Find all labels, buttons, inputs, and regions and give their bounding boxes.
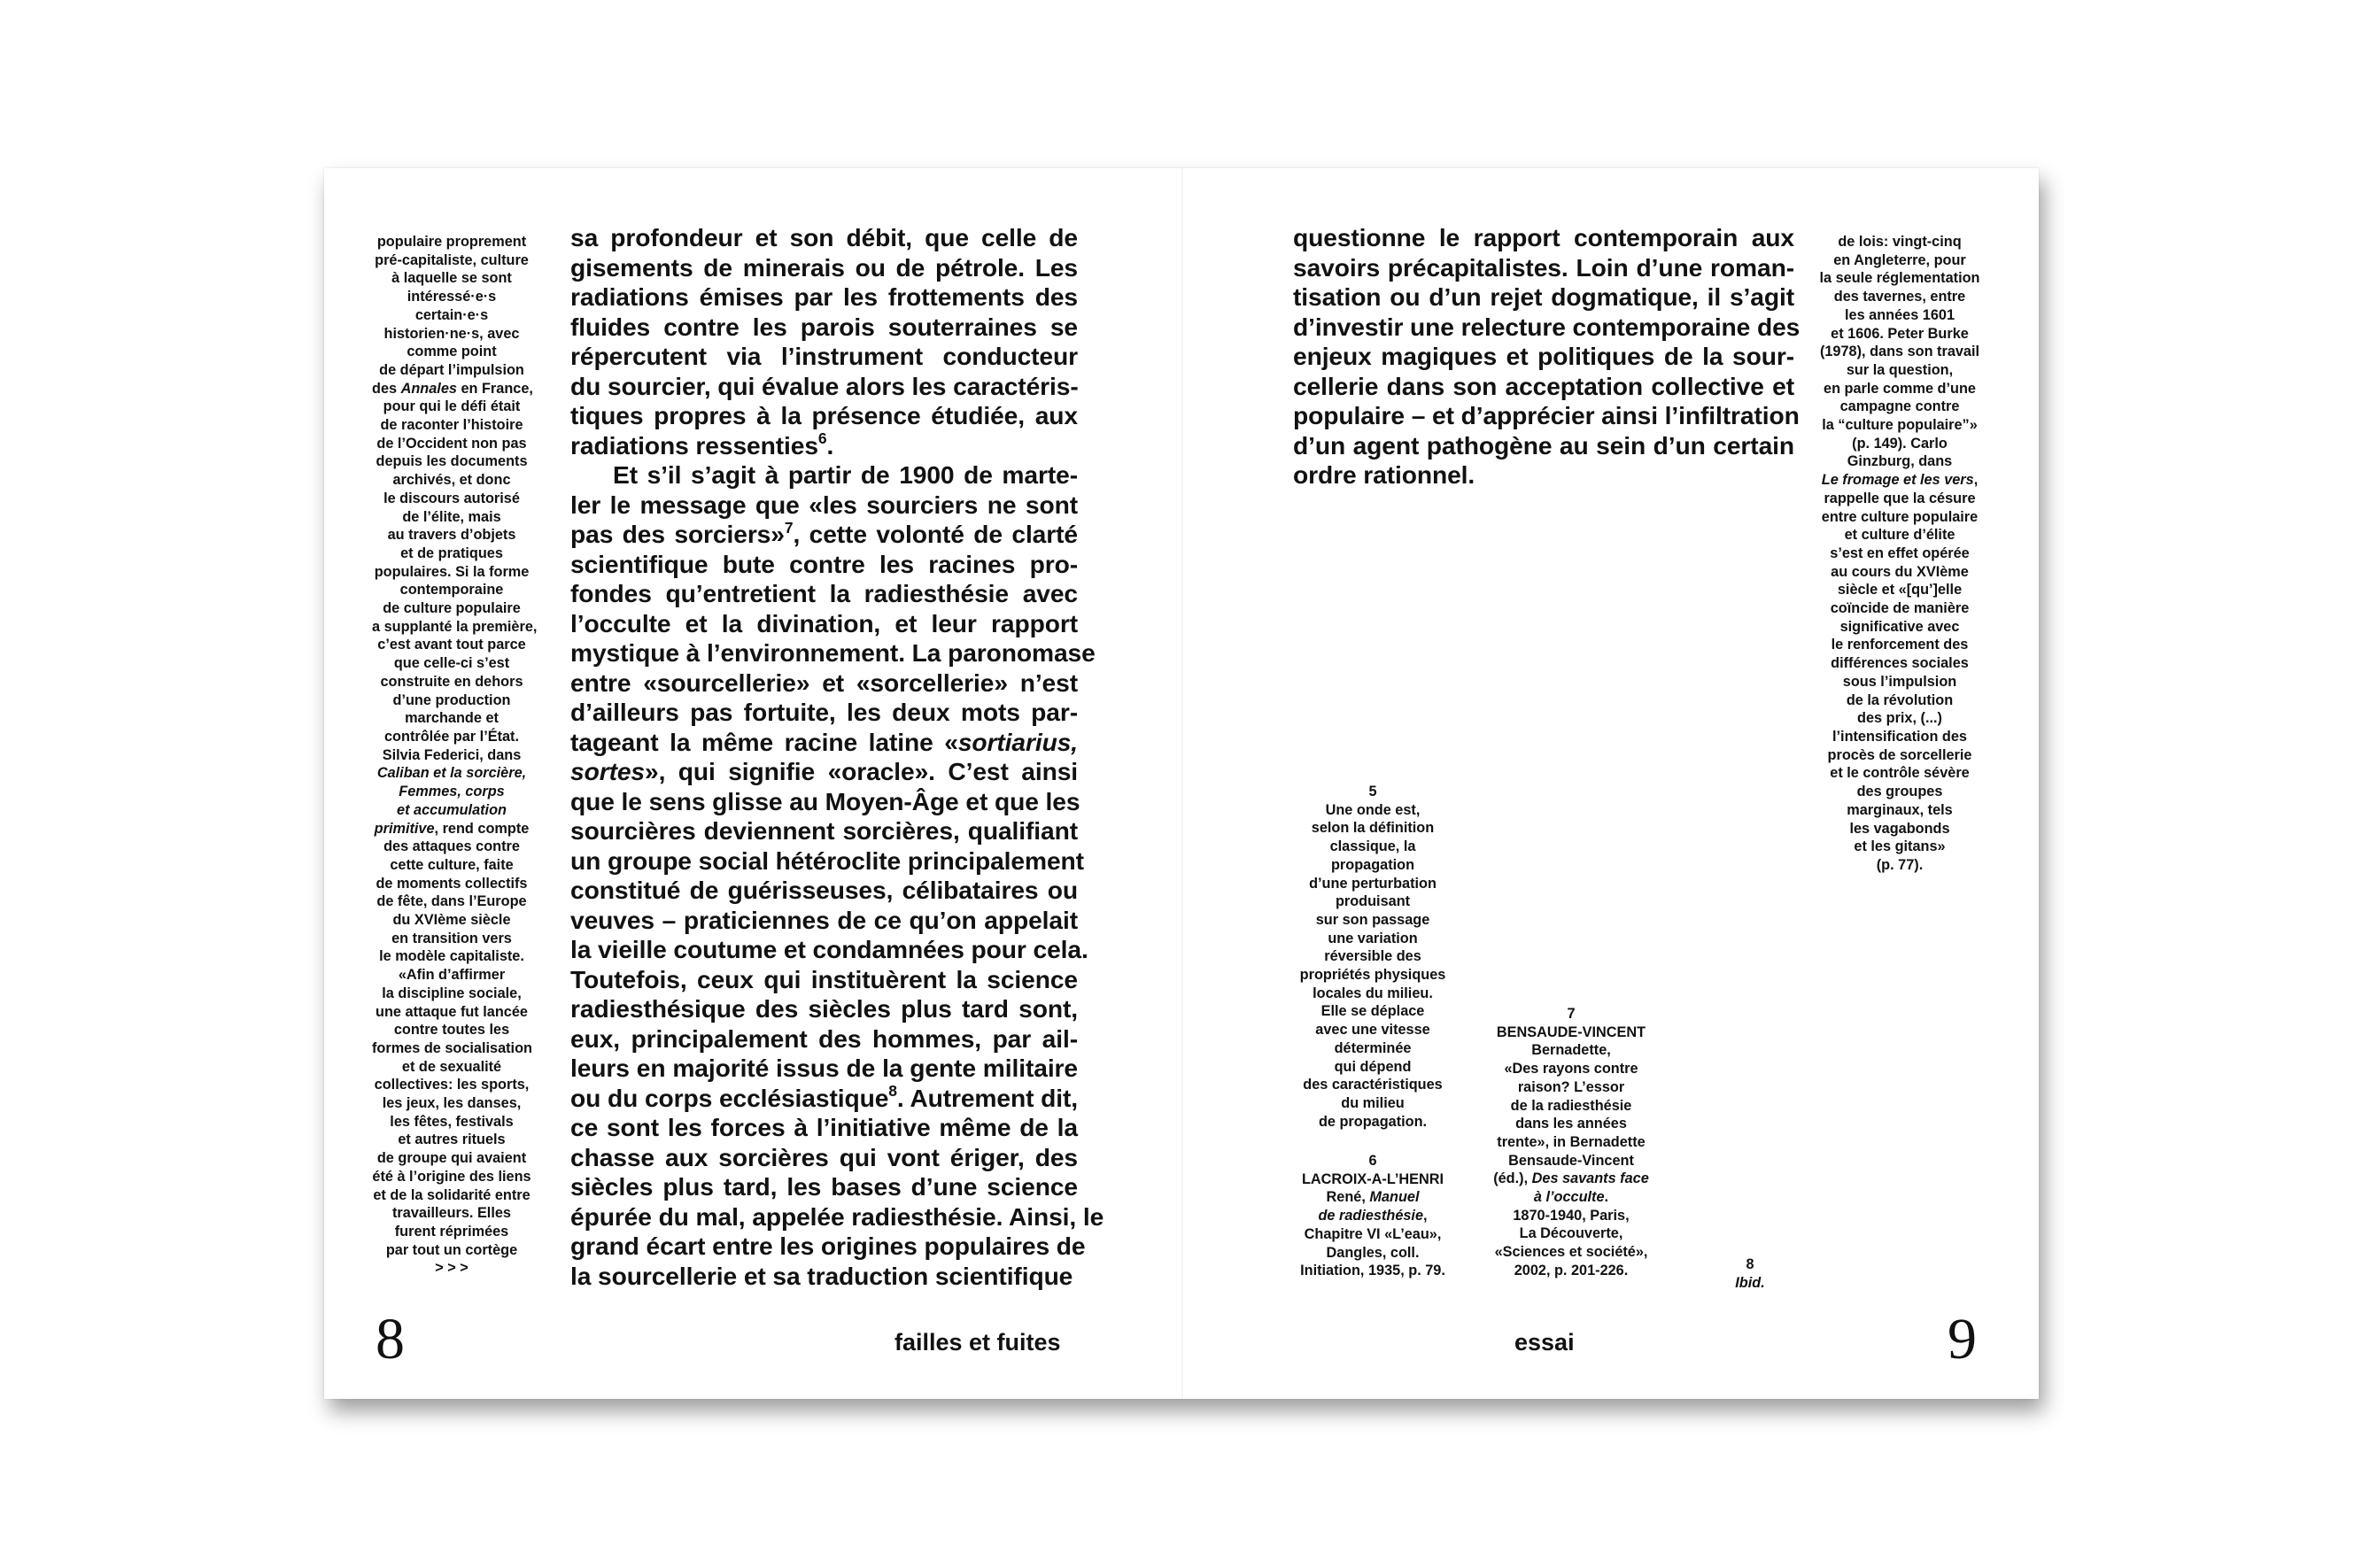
text-line: contre toutes les xyxy=(393,1022,510,1039)
text-line: du milieu xyxy=(1341,1094,1405,1111)
text-line: tiques propres à la présence étudiée, aux xyxy=(570,401,1078,429)
text-line: mystique à l’environnement. La paronomase xyxy=(570,638,1096,667)
text-line: René, Manuel xyxy=(1326,1189,1420,1206)
text-line: entre culture populaire xyxy=(1821,508,1979,525)
text-line: de la révolution xyxy=(1846,691,1954,708)
text-line: produisant xyxy=(1335,893,1411,910)
text-line: collectives: les sports, xyxy=(374,1077,530,1093)
text-line: de lois: vingt-cinq xyxy=(1838,234,1962,250)
right-sidenote xyxy=(1811,233,1988,875)
text-line: campagne contre xyxy=(1839,398,1960,415)
text-line: «Sciences et société», xyxy=(1494,1244,1648,1261)
text-line: que le sens glisse au Moyen-Âge et que les xyxy=(570,786,1080,815)
footnote-8 xyxy=(1715,1255,1785,1292)
left-folio: 8 xyxy=(376,1307,405,1371)
text-line: Caliban et la sorcière, xyxy=(376,765,527,782)
text-line: sourcières deviennent sorcières, qualifiant xyxy=(570,816,1078,845)
text-line: d’un agent pathogène au sein d’un certain xyxy=(1293,430,1794,460)
text-line: d’une perturbation xyxy=(1309,875,1437,892)
text-line: et de la solidarité entre xyxy=(373,1186,530,1203)
text-line: Elle se déplace xyxy=(1320,1003,1425,1020)
text-line: sous l’impulsion xyxy=(1842,673,1957,690)
text-line: pour qui le défi était xyxy=(383,398,521,415)
text-line: Chapitre VI «L’eau», xyxy=(1304,1225,1442,1242)
text-line: Le fromage et les vers, xyxy=(1821,472,1979,489)
text-line: «Des rayons contre xyxy=(1504,1061,1638,1078)
text-line: ou du corps ecclésiastique$^8$. Autrement dit, xyxy=(570,1082,1078,1112)
text-line: intéressé·e·s xyxy=(407,289,497,305)
text-line: raison? L’essor xyxy=(1517,1078,1625,1095)
text-line: contemporaine xyxy=(399,582,504,599)
text-line: cellerie dans son acceptation collective et xyxy=(1293,371,1794,400)
text-line: le discours autorisé xyxy=(383,490,520,506)
text-line: sur son passage xyxy=(1315,911,1430,928)
text-line: des caractéristiques xyxy=(1303,1077,1443,1093)
text-line: populaires. Si la forme xyxy=(374,563,530,580)
text-line: selon la définition xyxy=(1311,820,1435,837)
text-line: un groupe social hétéroclite principalement xyxy=(570,846,1084,875)
text-line: Bensaude-Vincent xyxy=(1508,1152,1634,1169)
text-line: les fêtes, festivals xyxy=(390,1113,514,1130)
text-line: du XVIème siècle xyxy=(392,912,511,929)
text-line: tageant la même racine latine «sortiarius, xyxy=(570,727,1078,756)
footnote-6 xyxy=(1289,1152,1457,1280)
text-line: locales du milieu. xyxy=(1313,985,1433,1001)
text-line: 7 xyxy=(1567,1006,1576,1022)
text-line: été à l’origine des liens xyxy=(372,1168,531,1185)
text-line: une variation xyxy=(1328,930,1418,946)
text-line: répercutent via l’instrument conducteur xyxy=(570,342,1078,370)
text-line: «Afin d’affirmer xyxy=(398,967,506,984)
text-line: marchande et xyxy=(405,710,499,727)
text-line: de moments collectifs xyxy=(376,875,528,892)
text-line: Toutefois, ceux qui instituèrent la science xyxy=(570,964,1078,993)
text-line: Une onde est, xyxy=(1325,801,1421,818)
text-line: Silvia Federici, dans xyxy=(382,746,522,763)
text-line: significative avec xyxy=(1839,618,1960,635)
text-line: sa profondeur et son débit, que celle de xyxy=(570,223,1078,251)
text-line: tisation ou d’un rejet dogmatique, il s’agit xyxy=(1293,282,1794,311)
text-line: cette culture, faite xyxy=(390,856,514,873)
text-line: la sourcellerie et sa traduction scientifique xyxy=(570,1261,1073,1290)
text-line: BENSAUDE-VINCENT xyxy=(1496,1023,1646,1040)
text-line: de l’Occident non pas xyxy=(376,435,527,452)
text-line: radiations émises par les frottements des xyxy=(570,282,1078,311)
text-line: a supplanté la première, xyxy=(372,618,538,635)
text-line: archivés, et donc xyxy=(392,472,511,489)
text-line: Ibid. xyxy=(1735,1274,1765,1291)
text-line: de l’élite, mais xyxy=(402,508,501,525)
text-line: primitive, rend compte xyxy=(374,820,530,837)
text-line: propagation xyxy=(1330,856,1415,873)
text-line: siècles plus tard, les bases d’une science xyxy=(570,1172,1078,1201)
text-line: avec une vitesse xyxy=(1315,1022,1430,1039)
footnote-7 xyxy=(1477,1005,1665,1280)
text-line: 8 xyxy=(1746,1256,1754,1272)
text-line: et autres rituels xyxy=(398,1132,506,1148)
text-line: de départ l’impulsion xyxy=(379,361,524,378)
text-line: entre «sourcellerie» et «sorcellerie» n’est xyxy=(570,668,1078,697)
left-sidenote xyxy=(372,233,538,1278)
text-line: une attaque fut lancée xyxy=(376,1003,528,1020)
text-line: dans les années xyxy=(1515,1116,1627,1132)
text-line: s’est en effet opérée xyxy=(1830,545,1970,561)
text-line: et accumulation xyxy=(397,801,507,818)
right-folio: 9 xyxy=(1948,1307,1977,1371)
text-line: déterminée xyxy=(1334,1039,1412,1056)
text-line: à l’occulte. xyxy=(1533,1189,1609,1206)
text-line: scientifique bute contre les racines pro- xyxy=(570,549,1078,578)
text-line: réversible des xyxy=(1324,948,1421,965)
text-line: fluides contre les parois souterraines se xyxy=(570,312,1078,341)
text-line: en Angleterre, pour xyxy=(1833,251,1966,268)
text-line: furent réprimées xyxy=(394,1223,509,1240)
text-line: et le contrôle sévère xyxy=(1830,765,1970,782)
text-line: Et s’il s’agit à partir de 1900 de marte- xyxy=(613,460,1078,489)
text-line: radiesthésique des siècles plus tard sont, xyxy=(570,994,1078,1023)
text-line: la discipline sociale, xyxy=(382,985,522,1001)
text-line: construite en dehors xyxy=(380,673,523,690)
text-line: chasse aux sorcières qui vont ériger, des xyxy=(570,1142,1078,1171)
text-line: grand écart entre les origines populaires de xyxy=(570,1232,1086,1260)
text-line: eux, principalement des hommes, par ail- xyxy=(570,1023,1078,1053)
text-line: des prix, (...) xyxy=(1857,710,1942,727)
text-line: > > > xyxy=(435,1260,469,1277)
text-line: (p. 149). Carlo xyxy=(1852,435,1948,452)
footnote-5 xyxy=(1289,783,1457,1131)
text-line: des groupes xyxy=(1856,784,1943,800)
text-line: au travers d’objets xyxy=(387,527,516,544)
text-line: gisements de minerais ou de pétrole. Les xyxy=(570,252,1078,282)
text-line: et de sexualité xyxy=(401,1058,502,1075)
text-line: Ginzburg, dans xyxy=(1847,453,1953,470)
text-line: des Annales en France, xyxy=(372,380,533,397)
text-line: le modèle capitaliste. xyxy=(379,948,524,965)
text-line: La Découverte, xyxy=(1519,1225,1623,1242)
text-line: épurée du mal, appelée radiesthésie. Ainsi, le xyxy=(570,1201,1104,1231)
text-line: et culture d’élite xyxy=(1844,527,1955,544)
right-main-text xyxy=(1293,223,1801,490)
text-line: rappelle que la césure xyxy=(1824,490,1976,506)
text-line: de raconter l’histoire xyxy=(380,417,523,434)
text-line: savoirs précapitalistes. Loin d’une roman- xyxy=(1293,252,1794,282)
text-line: enjeux magiques et politiques de la sour- xyxy=(1293,342,1794,370)
text-line: populaire – et d’apprécier ainsi l’infiltration xyxy=(1293,401,1800,429)
text-line: ordre rationnel. xyxy=(1293,460,1475,489)
text-line: siècle et «[qu’]elle xyxy=(1837,582,1963,599)
text-line: certain·e·s xyxy=(414,306,489,323)
text-line: Initiation, 1935, p. 79. xyxy=(1300,1263,1445,1279)
text-line: d’investir une relecture contemporaine des xyxy=(1293,312,1801,341)
text-line: de la radiesthésie xyxy=(1510,1097,1632,1114)
text-line: leurs en majorité issus de la gente militaire xyxy=(570,1054,1078,1082)
text-line: radiations ressenties$^6$. xyxy=(570,429,834,460)
text-line: de propagation. xyxy=(1318,1113,1428,1130)
text-line: Femmes, corps xyxy=(399,784,505,800)
text-line: contrôlée par l’État. xyxy=(384,728,519,745)
text-line: des attaques contre xyxy=(383,838,520,855)
text-line: 5 xyxy=(1368,784,1377,799)
text-line: des tavernes, entre xyxy=(1833,289,1966,305)
right-running-title: essai xyxy=(1514,1329,1575,1356)
text-line: d’une production xyxy=(392,691,511,708)
text-line: Dangles, coll. xyxy=(1326,1244,1420,1261)
text-line: sortes», qui signifie «oracle». C’est ainsi xyxy=(570,757,1078,785)
text-line: de culture populaire xyxy=(383,600,521,617)
text-line: questionne le rapport contemporain aux xyxy=(1293,223,1794,251)
text-line: l’intensification des xyxy=(1832,728,1967,745)
text-line: différences sociales xyxy=(1831,655,1969,672)
text-line: trente», in Bernadette xyxy=(1497,1133,1646,1150)
text-line: comme point xyxy=(407,344,497,360)
text-line: (1978), dans son travail xyxy=(1819,344,1980,360)
book-gutter xyxy=(1181,168,1183,1399)
text-line: veuves – praticiennes de ce qu’on appelait xyxy=(570,905,1078,934)
text-line: les années 1601 xyxy=(1844,306,1955,323)
text-line: et les gitans» xyxy=(1854,838,1946,855)
text-line: de groupe qui avaient xyxy=(376,1150,527,1167)
text-line: classique, la xyxy=(1329,838,1416,855)
text-line: en transition vers xyxy=(391,930,512,946)
text-line: la “culture populaire”» xyxy=(1822,417,1978,434)
text-line: 1870-1940, Paris, xyxy=(1513,1207,1630,1224)
text-line: Bernadette, xyxy=(1531,1042,1611,1059)
text-line: la vieille coutume et condamnées pour cela. xyxy=(570,935,1088,963)
text-line: par tout un cortège xyxy=(385,1241,518,1258)
text-line: coïncide de manière xyxy=(1830,600,1970,617)
text-line: procès de sorcellerie xyxy=(1827,746,1972,763)
text-line: sur la question, xyxy=(1846,361,1954,378)
text-line: ler le message que «les sourciers ne sont xyxy=(570,490,1078,519)
text-line: du sourcier, qui évalue alors les caractéris- xyxy=(570,371,1079,400)
text-line: propriétés physiques xyxy=(1299,967,1446,984)
text-line: ce sont les forces à l’initiative même de la xyxy=(570,1113,1078,1141)
text-line: d’ailleurs pas fortuite, les deux mots par- xyxy=(570,698,1078,726)
text-line: formes de socialisation xyxy=(372,1039,532,1056)
text-line: constitué de guérisseuses, célibataires ou xyxy=(570,876,1078,904)
text-line: historien·ne·s, avec xyxy=(383,325,520,342)
text-line: depuis les documents xyxy=(376,453,528,470)
text-line: pré-capitaliste, culture xyxy=(375,251,529,268)
text-line: 2002, p. 201-226. xyxy=(1514,1262,1629,1278)
text-line: populaire proprement xyxy=(376,234,527,250)
left-running-title: failles et fuites xyxy=(894,1329,1061,1356)
text-line: au cours du XVIème xyxy=(1831,563,1969,580)
text-line: travailleurs. Elles xyxy=(392,1205,511,1222)
text-line: que celle-ci s’est xyxy=(393,655,510,672)
text-line: en parle comme d’une xyxy=(1824,380,1976,397)
text-line: l’occulte et la divination, et leur rapport xyxy=(570,608,1078,637)
text-line: (p. 77). xyxy=(1876,856,1924,873)
text-line: (éd.), Des savants face xyxy=(1493,1170,1649,1187)
text-line: c’est avant tout parce xyxy=(377,637,526,653)
text-line: à laquelle se sont xyxy=(391,270,512,287)
text-line: la seule réglementation xyxy=(1819,270,1980,287)
text-line: marginaux, tels xyxy=(1847,801,1953,818)
text-line: les vagabonds xyxy=(1849,820,1950,837)
left-main-text xyxy=(570,223,1104,1291)
text-line: 6 xyxy=(1368,1153,1377,1169)
text-line: les jeux, les danses, xyxy=(382,1095,522,1112)
text-line: et de pratiques xyxy=(400,545,503,561)
book-spread xyxy=(324,168,2039,1399)
text-line: qui dépend xyxy=(1334,1058,1412,1075)
text-line: fondes qu’entretient la radiesthésie avec xyxy=(570,579,1078,607)
text-line: de fête, dans l’Europe xyxy=(376,893,527,910)
text-line: LACROIX-A-L’HENRI xyxy=(1301,1170,1444,1187)
text-line: de radiesthésie, xyxy=(1318,1208,1428,1224)
text-line: pas des sorciers»$^7$, cette volonté de clarté xyxy=(570,518,1078,548)
text-line: le renforcement des xyxy=(1831,637,1969,653)
text-line: et 1606. Peter Burke xyxy=(1831,325,1969,342)
